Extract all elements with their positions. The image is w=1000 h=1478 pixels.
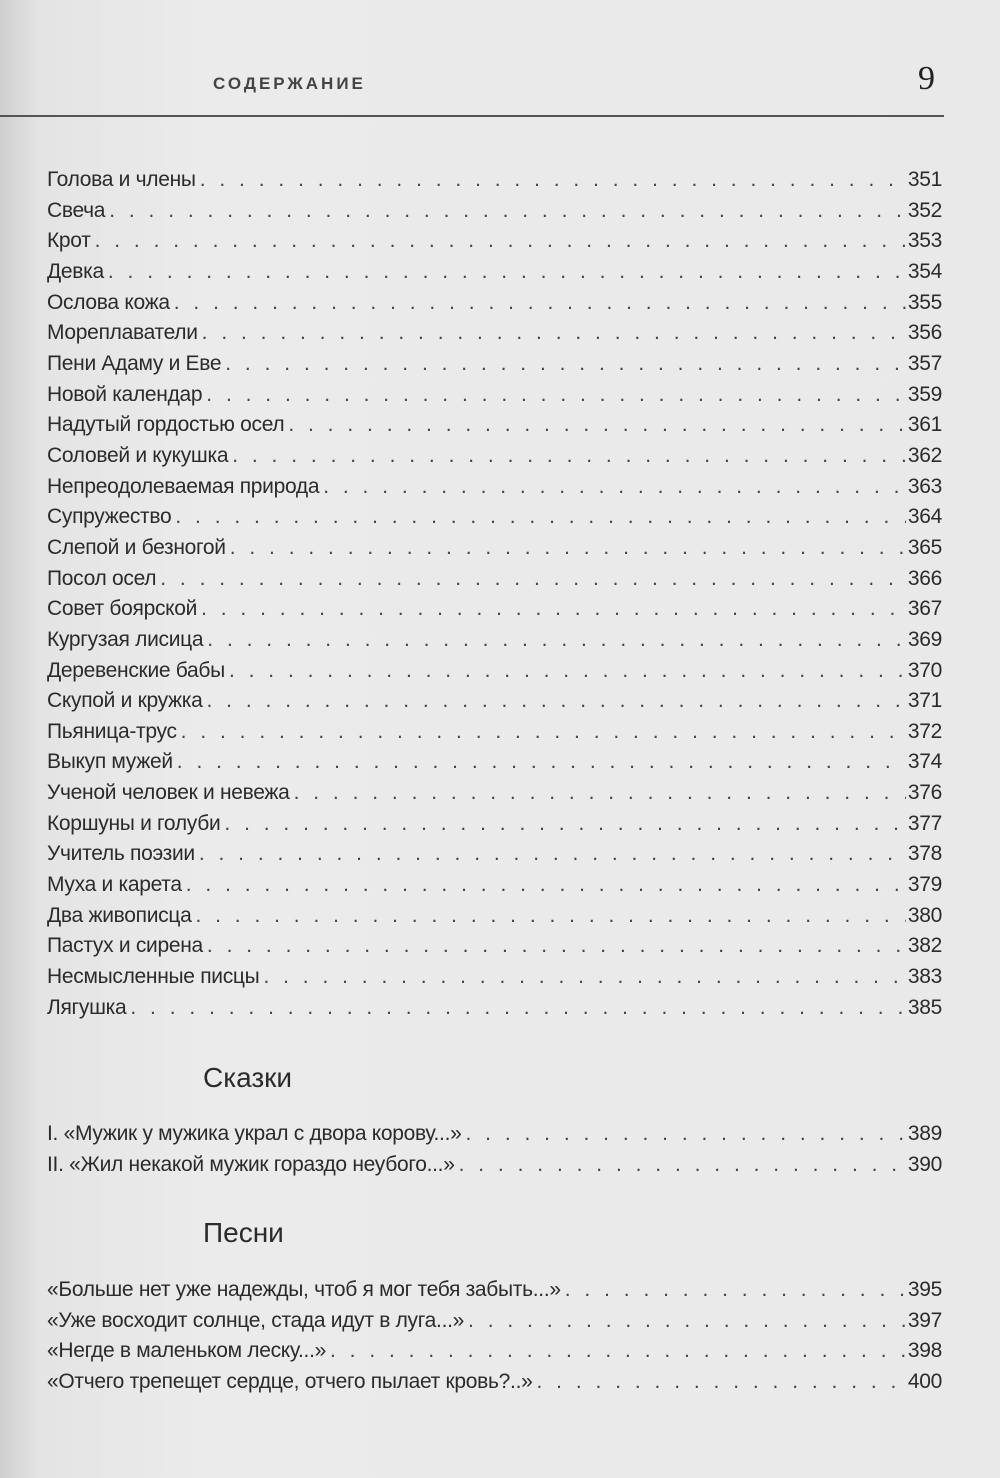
entry-title: Мореплаватели bbox=[47, 321, 198, 345]
entry-page: 378 bbox=[907, 842, 942, 866]
dot-leader bbox=[207, 628, 906, 652]
entry-title: Посол осел bbox=[47, 566, 157, 590]
dot-leader bbox=[232, 444, 906, 468]
entry-page: 377 bbox=[907, 811, 942, 835]
dot-leader bbox=[175, 505, 905, 529]
dot-leader bbox=[108, 260, 906, 284]
entry-page: 395 bbox=[907, 1278, 942, 1301]
entry-title: Кургузая лисица bbox=[47, 627, 204, 651]
toc-entry bbox=[47, 934, 942, 965]
toc-entry bbox=[47, 1339, 942, 1370]
dot-leader bbox=[465, 1122, 905, 1146]
dot-leader bbox=[207, 934, 906, 958]
entry-page: 376 bbox=[907, 781, 942, 805]
entry-page: 362 bbox=[907, 443, 942, 467]
entry-page: 355 bbox=[907, 290, 942, 314]
dot-leader bbox=[206, 383, 906, 407]
entry-title: Лягушка bbox=[47, 995, 127, 1019]
entry-page: 366 bbox=[907, 566, 942, 590]
toc-entry bbox=[47, 750, 942, 781]
entry-title: Пьяница-трус bbox=[47, 719, 177, 743]
page-number: 9 bbox=[918, 60, 935, 97]
toc-entry bbox=[47, 720, 942, 751]
dot-leader bbox=[225, 352, 906, 376]
dot-leader bbox=[468, 1309, 906, 1333]
entry-page: 352 bbox=[907, 198, 942, 222]
toc-entry bbox=[47, 536, 942, 567]
entry-title: Непреодолеваемая природа bbox=[47, 474, 320, 498]
entry-page: 369 bbox=[907, 627, 942, 651]
toc-entry bbox=[47, 505, 942, 536]
entry-title: Выкуп мужей bbox=[47, 750, 173, 774]
entry-title: Новой календар bbox=[47, 382, 203, 406]
entry-title: Два живописца bbox=[47, 903, 192, 927]
toc-entry bbox=[47, 413, 942, 444]
toc-entry bbox=[47, 904, 942, 935]
entry-title: I. «Мужик у мужика украл с двора корову...» bbox=[47, 1122, 462, 1145]
dot-leader bbox=[186, 873, 906, 897]
toc-entry bbox=[47, 996, 942, 1027]
dot-leader bbox=[95, 229, 906, 253]
dot-leader bbox=[207, 689, 906, 713]
dot-leader bbox=[229, 659, 906, 683]
toc-entry bbox=[47, 260, 942, 291]
entry-page: 371 bbox=[907, 689, 942, 713]
toc-entry bbox=[47, 659, 942, 690]
toc-list bbox=[47, 168, 942, 1026]
dot-leader bbox=[201, 597, 906, 621]
toc-entry bbox=[47, 842, 942, 873]
tales-list bbox=[47, 1122, 942, 1183]
dot-leader bbox=[230, 536, 906, 560]
toc-entry bbox=[47, 1278, 942, 1309]
toc-entry bbox=[47, 321, 942, 352]
dot-leader bbox=[294, 781, 906, 805]
entry-page: 364 bbox=[907, 505, 942, 529]
toc-entry bbox=[47, 168, 942, 199]
entry-page: 357 bbox=[907, 351, 942, 375]
entry-page: 385 bbox=[907, 995, 942, 1019]
section-heading-songs: Песни bbox=[203, 1217, 284, 1248]
toc-entry bbox=[47, 383, 942, 414]
entry-page: 390 bbox=[907, 1152, 942, 1176]
dot-leader bbox=[537, 1370, 906, 1394]
dot-leader bbox=[160, 567, 906, 591]
entry-page: 372 bbox=[907, 719, 942, 743]
entry-page: 380 bbox=[907, 903, 942, 927]
entry-page: 365 bbox=[907, 535, 942, 559]
dot-leader bbox=[459, 1153, 906, 1177]
dot-leader bbox=[323, 475, 906, 499]
entry-title: Слепой и безногой bbox=[47, 535, 226, 559]
toc-entry bbox=[47, 1153, 942, 1184]
entry-page: 400 bbox=[907, 1369, 942, 1393]
dot-leader bbox=[199, 842, 906, 866]
entry-page: 363 bbox=[907, 474, 942, 498]
entry-title: Крот bbox=[47, 229, 91, 253]
toc-entry bbox=[47, 444, 942, 475]
dot-leader bbox=[202, 321, 906, 345]
entry-page: 383 bbox=[907, 965, 942, 989]
entry-page: 351 bbox=[907, 168, 942, 191]
entry-title: Совет боярской bbox=[47, 597, 198, 621]
dot-leader bbox=[174, 291, 906, 315]
toc-entry bbox=[47, 873, 942, 904]
entry-page: 379 bbox=[907, 873, 942, 897]
entry-title: Девка bbox=[47, 259, 104, 283]
dot-leader bbox=[195, 904, 905, 928]
entry-title: Пени Адаму и Еве bbox=[47, 351, 222, 375]
entry-title: Надутый гордостью осел bbox=[47, 413, 285, 437]
entry-page: 397 bbox=[907, 1308, 942, 1332]
section-heading-tales: Сказки bbox=[203, 1062, 293, 1093]
entry-title: Учитель поэзии bbox=[47, 842, 195, 866]
entry-page: 398 bbox=[907, 1339, 942, 1363]
dot-leader bbox=[224, 812, 905, 836]
toc-entry bbox=[47, 229, 942, 260]
dot-leader bbox=[565, 1278, 906, 1302]
entry-title: II. «Жил некакой мужик гораздо неубого...» bbox=[47, 1152, 455, 1176]
toc-entry bbox=[47, 475, 942, 506]
entry-title: Деревенские бабы bbox=[47, 658, 225, 682]
entry-title: Коршуны и голуби bbox=[47, 811, 221, 835]
entry-page: 354 bbox=[907, 259, 942, 283]
dot-leader bbox=[288, 413, 906, 437]
entry-title: Пастух и сирена bbox=[47, 934, 203, 958]
dot-leader bbox=[263, 965, 905, 989]
entry-title: «Негде в маленьком леску...» bbox=[47, 1339, 326, 1363]
entry-page: 389 bbox=[907, 1122, 942, 1145]
toc-entry bbox=[47, 628, 942, 659]
toc-entry bbox=[47, 1370, 942, 1401]
dot-leader bbox=[181, 720, 906, 744]
toc-entry bbox=[47, 1122, 942, 1153]
entry-title: Свеча bbox=[47, 198, 106, 222]
songs-list bbox=[47, 1278, 942, 1401]
toc-entry bbox=[47, 567, 942, 598]
entry-title: Скупой и кружка bbox=[47, 689, 203, 713]
entry-page: 367 bbox=[907, 597, 942, 621]
dot-leader bbox=[109, 199, 906, 223]
entry-title: Несмысленные писцы bbox=[47, 965, 260, 989]
entry-title: Соловей и кукушка bbox=[47, 443, 229, 467]
entry-page: 374 bbox=[907, 750, 942, 774]
entry-page: 382 bbox=[907, 934, 942, 958]
entry-page: 361 bbox=[907, 413, 942, 437]
dot-leader bbox=[130, 996, 905, 1020]
entry-title: «Отчего трепещет сердце, отчего пылает кровь?..» bbox=[47, 1369, 533, 1393]
toc-entry bbox=[47, 689, 942, 720]
entry-page: 353 bbox=[907, 229, 942, 253]
entry-page: 370 bbox=[907, 658, 942, 682]
toc-entry bbox=[47, 291, 942, 322]
toc-entry bbox=[47, 352, 942, 383]
entry-title: «Больше нет уже надежды, чтоб я мог тебя забыть...» bbox=[47, 1278, 561, 1301]
dot-leader bbox=[177, 750, 906, 774]
toc-entry bbox=[47, 199, 942, 230]
running-head: СОДЕРЖАНИЕ bbox=[213, 74, 366, 93]
toc-entry bbox=[47, 1309, 942, 1340]
toc-entry bbox=[47, 597, 942, 628]
entry-page: 359 bbox=[907, 382, 942, 406]
toc-entry bbox=[47, 781, 942, 812]
entry-title: Ученой человек и невежа bbox=[47, 781, 290, 805]
header-rule bbox=[0, 115, 944, 117]
entry-title: Голова и члены bbox=[47, 168, 196, 191]
entry-title: «Уже восходит солнце, стада идут в луга...» bbox=[47, 1308, 465, 1332]
entry-title: Ослова кожа bbox=[47, 290, 170, 314]
entry-title: Муха и карета bbox=[47, 873, 182, 897]
dot-leader bbox=[200, 168, 906, 192]
entry-title: Супружество bbox=[47, 505, 172, 529]
entry-page: 356 bbox=[907, 321, 942, 345]
dot-leader bbox=[330, 1339, 906, 1363]
toc-entry bbox=[47, 812, 942, 843]
toc-entry bbox=[47, 965, 942, 996]
